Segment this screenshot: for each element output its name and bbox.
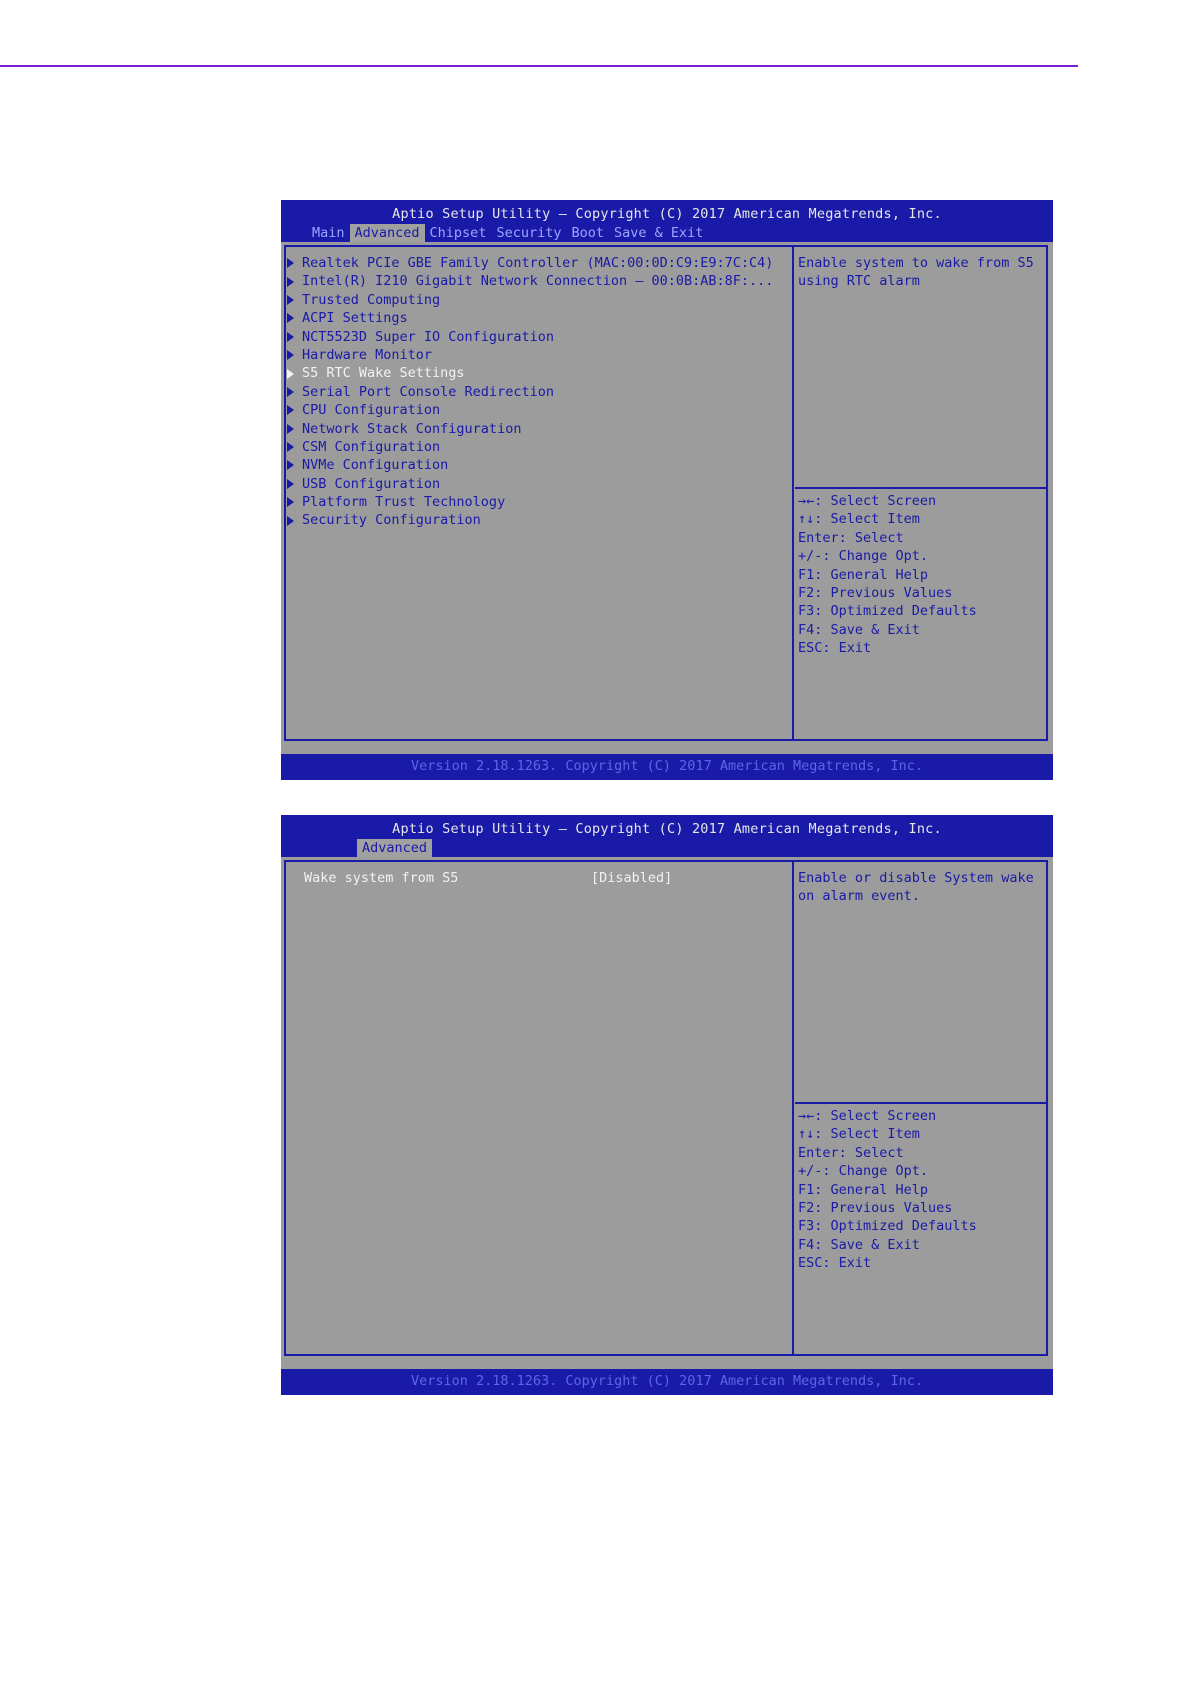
- submenu-arrow-icon: [287, 369, 294, 379]
- key-hint: F4: Save & Exit: [798, 1236, 920, 1253]
- submenu-arrow-icon: [287, 313, 294, 323]
- submenu-arrow-icon: [287, 497, 294, 507]
- bios-screenshot-s5-rtc-wake: [281, 815, 1053, 1395]
- menu-item-label: USB Configuration: [302, 475, 441, 492]
- tab-advanced[interactable]: Advanced: [350, 224, 425, 242]
- key-hint: F3: Optimized Defaults: [798, 1218, 977, 1235]
- menu-item-intel-i210[interactable]: [287, 272, 773, 290]
- key-hint: +/-: Change Opt.: [798, 1163, 929, 1180]
- menu-item-nvme-config[interactable]: [287, 456, 773, 474]
- menu-item-label: NVMe Configuration: [302, 457, 449, 474]
- help-description: Enable system to wake from S5 using RTC alarm: [798, 255, 1034, 290]
- key-hint: Enter: Select: [798, 529, 904, 546]
- menu-item-s5-rtc-wake[interactable]: [287, 364, 773, 382]
- key-hint: Enter: Select: [798, 1144, 904, 1161]
- bios-header: [281, 200, 1053, 242]
- advanced-menu-list: [287, 254, 773, 530]
- submenu-arrow-icon: [287, 295, 294, 305]
- bios-header: [281, 815, 1053, 857]
- menu-item-label: Trusted Computing: [302, 291, 441, 308]
- submenu-arrow-icon: [287, 516, 294, 526]
- key-hint: F2: Previous Values: [798, 584, 953, 601]
- menu-item-platform-trust[interactable]: [287, 493, 773, 511]
- menu-item-security-config[interactable]: [287, 511, 773, 529]
- version-text: Version 2.18.1263. Copyright (C) 2017 American Megatrends, Inc.: [410, 1373, 924, 1389]
- setting-label: Wake system from S5: [304, 870, 459, 886]
- bios-footer: [281, 1369, 1053, 1395]
- menu-item-trusted-computing[interactable]: [287, 291, 773, 309]
- menu-item-label: Network Stack Configuration: [302, 420, 522, 437]
- help-divider: [795, 487, 1046, 489]
- submenu-arrow-icon: [287, 405, 294, 415]
- submenu-arrow-icon: [287, 479, 294, 489]
- key-hint: +/-: Change Opt.: [798, 548, 929, 565]
- tab-boot[interactable]: Boot: [571, 225, 604, 241]
- submenu-arrow-icon: [287, 277, 294, 287]
- submenu-arrow-icon: [287, 424, 294, 434]
- tab-save-exit[interactable]: Save & Exit: [614, 225, 704, 241]
- menu-item-acpi-settings[interactable]: [287, 309, 773, 327]
- menu-item-label: Serial Port Console Redirection: [302, 383, 554, 400]
- menu-item-label: Realtek PCIe GBE Family Controller (MAC:00:0D:C9:E9:7C:C4): [302, 255, 774, 271]
- bios-title: Aptio Setup Utility – Copyright (C) 2017 American Megatrends, Inc.: [392, 821, 942, 837]
- tab-security[interactable]: Security: [496, 225, 562, 241]
- submenu-arrow-icon: [287, 350, 294, 360]
- menu-item-serial-console[interactable]: [287, 383, 773, 401]
- submenu-arrow-icon: [287, 332, 294, 342]
- key-hint: ↑↓: Select Item: [798, 511, 920, 528]
- submenu-arrow-icon: [287, 258, 294, 268]
- menu-item-label: Platform Trust Technology: [302, 494, 506, 511]
- tab-advanced[interactable]: Advanced: [357, 839, 432, 857]
- help-description: Enable or disable System wake on alarm event.: [798, 870, 1034, 905]
- tab-chipset[interactable]: Chipset: [429, 225, 487, 241]
- key-legend: [798, 1107, 977, 1273]
- menu-item-realtek-controller[interactable]: [287, 254, 773, 272]
- menu-item-label: Intel(R) I210 Gigabit Network Connection – 00:0B:AB:8F:...: [302, 273, 774, 290]
- version-text: Version 2.18.1263. Copyright (C) 2017 American Megatrends, Inc.: [410, 758, 924, 774]
- key-hint: F1: General Help: [798, 566, 929, 583]
- setting-wake-system-from-s5[interactable]: [304, 869, 784, 887]
- menu-item-super-io[interactable]: [287, 328, 773, 346]
- key-hint: F4: Save & Exit: [798, 621, 920, 638]
- menu-item-label: ACPI Settings: [302, 310, 408, 327]
- key-hint: F2: Previous Values: [798, 1199, 953, 1216]
- bios-screenshot-advanced: [281, 200, 1053, 780]
- menu-item-usb-config[interactable]: [287, 475, 773, 493]
- key-hint: →←: Select Screen: [798, 1108, 937, 1124]
- menu-item-hardware-monitor[interactable]: [287, 346, 773, 364]
- menu-item-network-stack[interactable]: [287, 420, 773, 438]
- menu-item-label: NCT5523D Super IO Configuration: [302, 328, 554, 345]
- help-divider: [795, 1102, 1046, 1104]
- key-hint: ESC: Exit: [798, 640, 872, 657]
- key-hint: F1: General Help: [798, 1181, 929, 1198]
- key-hint: ESC: Exit: [798, 1255, 872, 1272]
- page-header-rule: [0, 65, 1078, 67]
- bios-title: Aptio Setup Utility – Copyright (C) 2017 American Megatrends, Inc.: [392, 206, 942, 222]
- submenu-arrow-icon: [287, 460, 294, 470]
- bios-body: [281, 242, 1053, 754]
- bios-tab-bar: [307, 839, 432, 857]
- key-hint: ↑↓: Select Item: [798, 1126, 920, 1143]
- bios-body: [281, 857, 1053, 1369]
- bios-tab-bar: [307, 224, 708, 242]
- submenu-arrow-icon: [287, 387, 294, 397]
- setting-value[interactable]: [Disabled]: [591, 870, 673, 886]
- menu-item-label: Hardware Monitor: [302, 346, 433, 363]
- menu-item-csm-config[interactable]: [287, 438, 773, 456]
- bios-footer: [281, 754, 1053, 780]
- key-hint: →←: Select Screen: [798, 493, 937, 509]
- submenu-arrow-icon: [287, 442, 294, 452]
- menu-item-label: S5 RTC Wake Settings: [302, 365, 465, 382]
- menu-item-label: CPU Configuration: [302, 402, 441, 419]
- key-legend: [798, 492, 977, 658]
- menu-item-label: Security Configuration: [302, 512, 481, 529]
- menu-panel-frame: [284, 860, 794, 1356]
- menu-item-cpu-config[interactable]: [287, 401, 773, 419]
- menu-item-label: CSM Configuration: [302, 438, 441, 455]
- key-hint: F3: Optimized Defaults: [798, 603, 977, 620]
- tab-main[interactable]: Main: [312, 225, 345, 241]
